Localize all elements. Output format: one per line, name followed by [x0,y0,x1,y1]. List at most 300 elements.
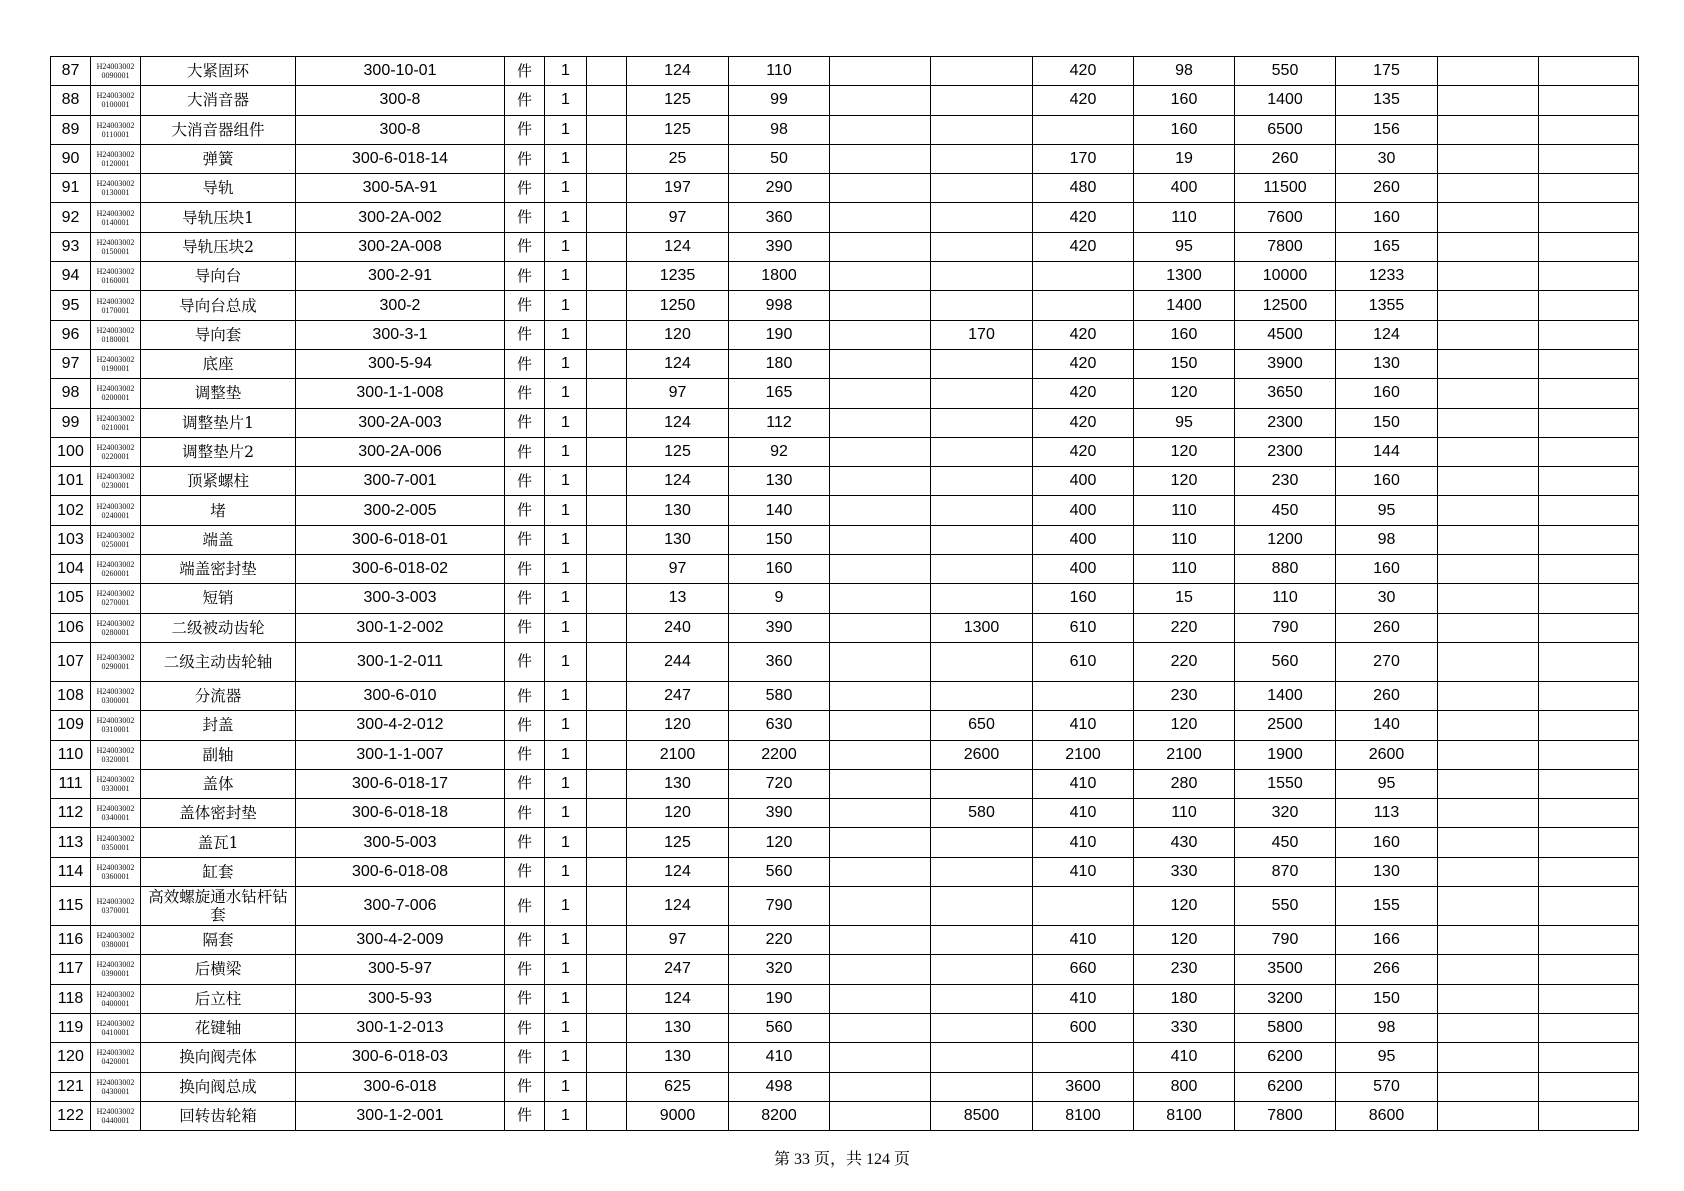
value-cell-c9: 1355 [1336,291,1438,320]
value-cell-c4 [830,1013,931,1042]
item-code-cell [91,291,141,320]
item-code-part: 0150001 [101,246,130,256]
value-cell-c6: 660 [1033,955,1134,984]
quantity-cell: 1 [545,799,587,828]
item-code-part: H24003002 [96,150,135,160]
value-cell-c6: 170 [1033,144,1134,173]
value-cell-c7: 1400 [1134,291,1235,320]
part-name-cell: 堵 [141,496,296,525]
value-cell-c8: 7800 [1235,232,1336,261]
value-cell-c2: 25 [627,144,729,173]
value-cell-c4 [830,857,931,886]
item-code-part: 0240001 [101,510,130,520]
value-cell-c5 [931,681,1033,710]
item-code-cell [91,232,141,261]
value-cell-c10 [1438,926,1539,955]
value-cell-c7: 180 [1134,984,1235,1013]
value-cell-c8: 3900 [1235,349,1336,378]
item-code-part: H24003002 [96,618,135,628]
value-cell-c6: 160 [1033,584,1134,613]
part-name-cell: 弹簧 [141,144,296,173]
value-cell-c10 [1438,740,1539,769]
drawing-number-cell: 300-7-006 [296,887,505,926]
quantity-cell: 1 [545,115,587,144]
value-cell-c1 [587,642,627,681]
value-cell-c10 [1438,828,1539,857]
quantity-cell: 1 [545,174,587,203]
quantity-cell: 1 [545,926,587,955]
value-cell-c8: 1200 [1235,525,1336,554]
drawing-number-cell: 300-10-01 [296,57,505,86]
value-cell-c2: 2100 [627,740,729,769]
value-cell-c10 [1438,525,1539,554]
item-code-part: 0390001 [101,969,130,979]
value-cell-c10 [1438,174,1539,203]
value-cell-c6 [1033,291,1134,320]
drawing-number-cell: 300-6-018-18 [296,799,505,828]
drawing-number-cell: 300-2-91 [296,262,505,291]
item-code-part: H24003002 [96,1106,135,1116]
value-cell-c2: 97 [627,203,729,232]
value-cell-c7: 120 [1134,887,1235,926]
value-cell-c11 [1539,887,1639,926]
row-number-cell: 100 [51,437,91,466]
value-cell-c3: 140 [729,496,830,525]
part-name-cell: 分流器 [141,681,296,710]
quantity-cell: 1 [545,711,587,740]
unit-cell: 件 [505,86,545,115]
value-cell-c11 [1539,926,1639,955]
value-cell-c5 [931,467,1033,496]
value-cell-c10 [1438,711,1539,740]
part-name-cell: 缸套 [141,857,296,886]
value-cell-c1 [587,262,627,291]
value-cell-c2: 130 [627,769,729,798]
value-cell-c8: 7800 [1235,1101,1336,1130]
item-code-part: H24003002 [96,652,135,662]
value-cell-c1 [587,799,627,828]
value-cell-c4 [830,496,931,525]
row-number-cell: 116 [51,926,91,955]
item-code-part: 0140001 [101,217,130,227]
value-cell-c6 [1033,262,1134,291]
value-cell-c8: 1550 [1235,769,1336,798]
value-cell-c8: 4500 [1235,320,1336,349]
value-cell-c8: 550 [1235,57,1336,86]
item-code-part: H24003002 [96,716,135,726]
value-cell-c11 [1539,642,1639,681]
table-row [51,320,1639,349]
value-cell-c8: 3650 [1235,379,1336,408]
value-cell-c3: 220 [729,926,830,955]
value-cell-c10 [1438,769,1539,798]
item-code-part: H24003002 [96,1048,135,1058]
item-code-part: H24003002 [96,804,135,814]
value-cell-c4 [830,613,931,642]
value-cell-c4 [830,525,931,554]
item-code-part: 0100001 [101,100,130,110]
row-number-cell: 121 [51,1072,91,1101]
table-row [51,203,1639,232]
value-cell-c5 [931,1072,1033,1101]
item-code-cell [91,1043,141,1072]
value-cell-c2: 625 [627,1072,729,1101]
value-cell-c8: 870 [1235,857,1336,886]
value-cell-c9: 175 [1336,57,1438,86]
row-number-cell: 113 [51,828,91,857]
value-cell-c4 [830,144,931,173]
value-cell-c6: 420 [1033,408,1134,437]
value-cell-c9: 266 [1336,955,1438,984]
quantity-cell: 1 [545,496,587,525]
value-cell-c3: 998 [729,291,830,320]
value-cell-c10 [1438,232,1539,261]
value-cell-c4 [830,1101,931,1130]
item-code-cell [91,496,141,525]
value-cell-c11 [1539,86,1639,115]
quantity-cell: 1 [545,1043,587,1072]
value-cell-c4 [830,86,931,115]
value-cell-c7: 120 [1134,379,1235,408]
value-cell-c11 [1539,1043,1639,1072]
part-name-cell: 隔套 [141,926,296,955]
unit-cell: 件 [505,291,545,320]
value-cell-c9: 30 [1336,584,1438,613]
value-cell-c10 [1438,437,1539,466]
value-cell-c2: 125 [627,828,729,857]
item-code-part: H24003002 [96,325,135,335]
row-number-cell: 92 [51,203,91,232]
value-cell-c10 [1438,203,1539,232]
value-cell-c9: 95 [1336,496,1438,525]
quantity-cell: 1 [545,1013,587,1042]
value-cell-c8: 260 [1235,144,1336,173]
value-cell-c7: 230 [1134,681,1235,710]
row-number-cell: 118 [51,984,91,1013]
value-cell-c6 [1033,115,1134,144]
value-cell-c1 [587,857,627,886]
quantity-cell: 1 [545,769,587,798]
item-code-part: 0260001 [101,569,130,579]
row-number-cell: 105 [51,584,91,613]
item-code-part: 0290001 [101,661,130,671]
quantity-cell: 1 [545,681,587,710]
item-code-cell [91,1013,141,1042]
value-cell-c3: 165 [729,379,830,408]
value-cell-c8: 560 [1235,642,1336,681]
row-number-cell: 91 [51,174,91,203]
part-name-cell: 盖体密封垫 [141,799,296,828]
value-cell-c9: 260 [1336,174,1438,203]
value-cell-c2: 124 [627,408,729,437]
value-cell-c10 [1438,1013,1539,1042]
value-cell-c7: 330 [1134,1013,1235,1042]
value-cell-c7: 110 [1134,525,1235,554]
unit-cell: 件 [505,857,545,886]
value-cell-c3: 290 [729,174,830,203]
value-cell-c11 [1539,437,1639,466]
unit-cell: 件 [505,1072,545,1101]
item-code-part: 0420001 [101,1057,130,1067]
drawing-number-cell: 300-2 [296,291,505,320]
unit-cell: 件 [505,203,545,232]
value-cell-c1 [587,711,627,740]
value-cell-c5: 170 [931,320,1033,349]
unit-cell: 件 [505,926,545,955]
value-cell-c2: 97 [627,926,729,955]
row-number-cell: 108 [51,681,91,710]
item-code-part: H24003002 [96,355,135,365]
value-cell-c11 [1539,525,1639,554]
value-cell-c8: 1400 [1235,681,1336,710]
table-row [51,857,1639,886]
table-row [51,984,1639,1013]
item-code-cell [91,525,141,554]
page-footer: 第 33 页，共 124 页 [773,1151,910,1168]
quantity-cell: 1 [545,349,587,378]
value-cell-c6: 420 [1033,349,1134,378]
value-cell-c8: 3200 [1235,984,1336,1013]
value-cell-c5 [931,496,1033,525]
row-number-cell: 111 [51,769,91,798]
unit-cell: 件 [505,57,545,86]
value-cell-c8: 1900 [1235,740,1336,769]
value-cell-c11 [1539,496,1639,525]
value-cell-c3: 190 [729,984,830,1013]
value-cell-c10 [1438,613,1539,642]
value-cell-c11 [1539,828,1639,857]
value-cell-c1 [587,349,627,378]
value-cell-c1 [587,57,627,86]
value-cell-c9: 160 [1336,555,1438,584]
value-cell-c2: 1235 [627,262,729,291]
unit-cell: 件 [505,262,545,291]
table-row [51,496,1639,525]
value-cell-c6: 610 [1033,642,1134,681]
value-cell-c9: 160 [1336,828,1438,857]
drawing-number-cell: 300-1-2-001 [296,1101,505,1130]
unit-cell: 件 [505,496,545,525]
value-cell-c5 [931,291,1033,320]
item-code-cell [91,320,141,349]
drawing-number-cell: 300-2A-003 [296,408,505,437]
value-cell-c10 [1438,1101,1539,1130]
item-code-part: 0360001 [101,871,130,881]
value-cell-c5: 650 [931,711,1033,740]
value-cell-c9: 144 [1336,437,1438,466]
value-cell-c4 [830,379,931,408]
part-name-cell: 副轴 [141,740,296,769]
value-cell-c9: 98 [1336,1013,1438,1042]
value-cell-c11 [1539,681,1639,710]
value-cell-c5 [931,926,1033,955]
value-cell-c8: 5800 [1235,1013,1336,1042]
value-cell-c11 [1539,711,1639,740]
value-cell-c11 [1539,232,1639,261]
value-cell-c8: 10000 [1235,262,1336,291]
value-cell-c2: 124 [627,857,729,886]
item-code-part: 0440001 [101,1115,130,1125]
item-code-part: H24003002 [96,501,135,511]
value-cell-c5 [931,262,1033,291]
table-row [51,1043,1639,1072]
drawing-number-cell: 300-7-001 [296,467,505,496]
value-cell-c1 [587,681,627,710]
value-cell-c8: 7600 [1235,203,1336,232]
value-cell-c6: 410 [1033,769,1134,798]
drawing-number-cell: 300-6-018-08 [296,857,505,886]
unit-cell: 件 [505,799,545,828]
part-name-cell: 后立柱 [141,984,296,1013]
value-cell-c7: 410 [1134,1043,1235,1072]
value-cell-c7: 110 [1134,555,1235,584]
value-cell-c9: 130 [1336,857,1438,886]
value-cell-c9: 30 [1336,144,1438,173]
row-number-cell: 109 [51,711,91,740]
table-row [51,408,1639,437]
value-cell-c2: 9000 [627,1101,729,1130]
value-cell-c4 [830,681,931,710]
unit-cell: 件 [505,681,545,710]
value-cell-c3: 1800 [729,262,830,291]
item-code-part: H24003002 [96,931,135,941]
value-cell-c2: 130 [627,496,729,525]
table-row [51,642,1639,681]
item-code-part: H24003002 [96,530,135,540]
value-cell-c2: 13 [627,584,729,613]
value-cell-c8: 550 [1235,887,1336,926]
item-code-part: 0270001 [101,598,130,608]
unit-cell: 件 [505,984,545,1013]
value-cell-c1 [587,926,627,955]
item-code-part: H24003002 [96,472,135,482]
quantity-cell: 1 [545,232,587,261]
value-cell-c8: 6200 [1235,1043,1336,1072]
table-row [51,232,1639,261]
value-cell-c5: 580 [931,799,1033,828]
value-cell-c5: 2600 [931,740,1033,769]
value-cell-c7: 160 [1134,115,1235,144]
item-code-part: 0220001 [101,452,130,461]
item-code-part: H24003002 [96,989,135,999]
value-cell-c4 [830,555,931,584]
value-cell-c9: 98 [1336,525,1438,554]
part-name-cell: 短销 [141,584,296,613]
part-name-cell: 封盖 [141,711,296,740]
value-cell-c5 [931,555,1033,584]
item-code-cell [91,1072,141,1101]
quantity-cell: 1 [545,408,587,437]
drawing-number-cell: 300-6-018-01 [296,525,505,554]
value-cell-c4 [830,174,931,203]
table-row [51,379,1639,408]
value-cell-c7: 800 [1134,1072,1235,1101]
item-code-cell [91,584,141,613]
unit-cell: 件 [505,1101,545,1130]
value-cell-c7: 430 [1134,828,1235,857]
row-number-cell: 117 [51,955,91,984]
value-cell-c3: 99 [729,86,830,115]
table-row [51,828,1639,857]
drawing-number-cell: 300-2-005 [296,496,505,525]
value-cell-c3: 92 [729,437,830,466]
value-cell-c7: 95 [1134,408,1235,437]
item-code-cell [91,769,141,798]
value-cell-c9: 155 [1336,887,1438,926]
value-cell-c11 [1539,740,1639,769]
item-code-cell [91,203,141,232]
value-cell-c6: 420 [1033,203,1134,232]
quantity-cell: 1 [545,1101,587,1130]
quantity-cell: 1 [545,525,587,554]
table-row [51,926,1639,955]
value-cell-c9: 130 [1336,349,1438,378]
value-cell-c6: 610 [1033,613,1134,642]
value-cell-c10 [1438,857,1539,886]
value-cell-c9: 150 [1336,408,1438,437]
table-row [51,349,1639,378]
drawing-number-cell: 300-4-2-009 [296,926,505,955]
value-cell-c4 [830,57,931,86]
value-cell-c2: 130 [627,525,729,554]
drawing-number-cell: 300-2A-002 [296,203,505,232]
item-code-part: 0300001 [101,696,130,706]
value-cell-c1 [587,525,627,554]
value-cell-c9: 95 [1336,769,1438,798]
value-cell-c11 [1539,584,1639,613]
value-cell-c10 [1438,262,1539,291]
item-code-part: 0350001 [101,842,130,852]
value-cell-c2: 124 [627,57,729,86]
value-cell-c3: 50 [729,144,830,173]
value-cell-c2: 125 [627,115,729,144]
value-cell-c5 [931,984,1033,1013]
drawing-number-cell: 300-6-018-14 [296,144,505,173]
table-row [51,887,1639,926]
value-cell-c4 [830,955,931,984]
item-code-part: H24003002 [96,208,135,218]
value-cell-c2: 247 [627,955,729,984]
value-cell-c8: 450 [1235,496,1336,525]
table-row [51,57,1639,86]
drawing-number-cell: 300-1-2-002 [296,613,505,642]
value-cell-c8: 2300 [1235,408,1336,437]
item-code-part: 0230001 [101,481,130,491]
value-cell-c10 [1438,642,1539,681]
item-code-cell [91,86,141,115]
value-cell-c5 [931,857,1033,886]
value-cell-c10 [1438,984,1539,1013]
drawing-number-cell: 300-3-003 [296,584,505,613]
value-cell-c6: 2100 [1033,740,1134,769]
value-cell-c8: 2500 [1235,711,1336,740]
value-cell-c1 [587,232,627,261]
value-cell-c8: 1400 [1235,86,1336,115]
value-cell-c11 [1539,1072,1639,1101]
quantity-cell: 1 [545,437,587,466]
table-row [51,681,1639,710]
value-cell-c9: 166 [1336,926,1438,955]
value-cell-c2: 120 [627,799,729,828]
item-code-part: 0170001 [101,305,130,315]
value-cell-c3: 790 [729,887,830,926]
table-row [51,262,1639,291]
table-row [51,1013,1639,1042]
unit-cell: 件 [505,613,545,642]
value-cell-c6: 420 [1033,86,1134,115]
item-code-part: 0130001 [101,188,130,198]
row-number-cell: 120 [51,1043,91,1072]
